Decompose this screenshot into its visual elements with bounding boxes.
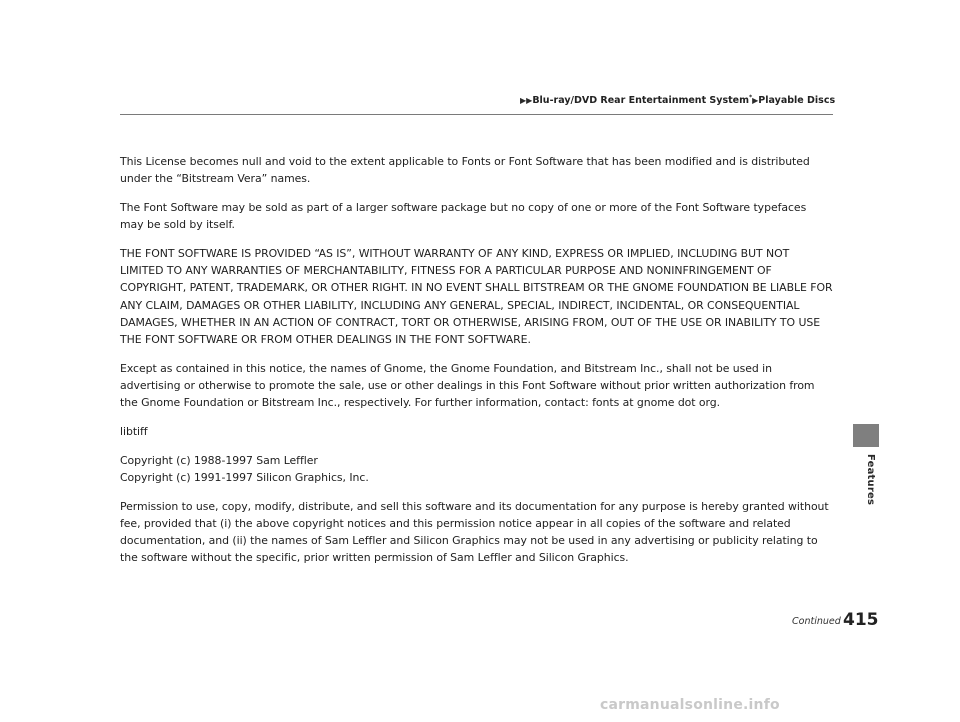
copyright-line-2: Copyright (c) 1991-1997 Silicon Graphics, Inc. xyxy=(120,470,369,484)
continued-label: Continued xyxy=(792,616,841,627)
body-text xyxy=(120,153,833,578)
section-tab-label: Features xyxy=(865,454,876,506)
double-arrow-icon: ▶▶ xyxy=(520,96,533,106)
breadcrumb-main: Blu-ray/DVD Rear Entertainment System xyxy=(532,95,749,107)
asterisk-mark: * xyxy=(749,94,753,101)
header-divider xyxy=(120,114,833,115)
copyright-line-1: Copyright (c) 1988-1997 Sam Leffler xyxy=(120,453,318,467)
page-number: 415 xyxy=(843,610,879,630)
paragraph-names-restriction: Except as contained in this notice, the names of Gnome, the Gnome Foundation, and Bitstream Inc., shall not be used in advertising or otherwise to promote the sale, use or other dealings in this Font Software without prior written authorization from the Gnome Foundation or Bitstream Inc., respectively. For further information, contact: fonts at gnome dot org. xyxy=(120,361,815,410)
breadcrumb-sub: Playable Discs xyxy=(758,95,836,107)
heading-libtiff: libtiff xyxy=(120,425,148,439)
section-tab-marker xyxy=(853,424,879,447)
paragraph-warranty: THE FONT SOFTWARE IS PROVIDED “AS IS”, WITHOUT WARRANTY OF ANY KIND, EXPRESS OR IMPLIED, INCLUDING BUT NOT LIMITED TO ANY WARRANTIES OF MERCHANTABILITY, FITNESS FOR A PARTICULAR PURPOSE AND NONINFRINGEMENT OF COPYRIGHT, PATENT, TRADEMARK, OR OTHER RIGHT. IN NO EVENT SHALL BITSTREAM OR THE GNOME FOUNDATION BE LIABLE FOR ANY CLAIM, DAMAGES OR OTHER LIABILITY, INCLUDING ANY GENERAL, SPECIAL, INDIRECT, INCIDENTAL, OR CONSEQUENTIAL DAMAGES, WHETHER IN AN ACTION OF CONTRACT, TORT OR OTHERWISE, ARISING FROM, OUT OF THE USE OR INABILITY TO USE THE FONT SOFTWARE OR FROM OTHER DEALINGS IN THE FONT SOFTWARE. xyxy=(120,246,833,347)
watermark: carmanualsonline.info xyxy=(600,697,780,713)
breadcrumb xyxy=(520,94,836,107)
arrow-icon: ▶ xyxy=(752,96,759,106)
paragraph-license-void: This License becomes null and void to the extent applicable to Fonts or Font Software that has been modified and is distributed under the “Bitstream Vera” names. xyxy=(120,155,810,186)
paragraph-sold-bundled: The Font Software may be sold as part of a larger software package but no copy of one or more of the Font Software typefaces may be sold by itself. xyxy=(120,200,807,232)
paragraph-permission: Permission to use, copy, modify, distribute, and sell this software and its documentation for any purpose is hereby granted without fee, provided that (i) the above copyright notices and this permission notice appear in all copies of the software and related documentation, and (ii) the names of Sam Leffler and Silicon Graphics may not be used in any advertising or publicity relating to the software without the specific, prior written permission of Sam Leffler and Silicon Graphics. xyxy=(120,499,829,565)
